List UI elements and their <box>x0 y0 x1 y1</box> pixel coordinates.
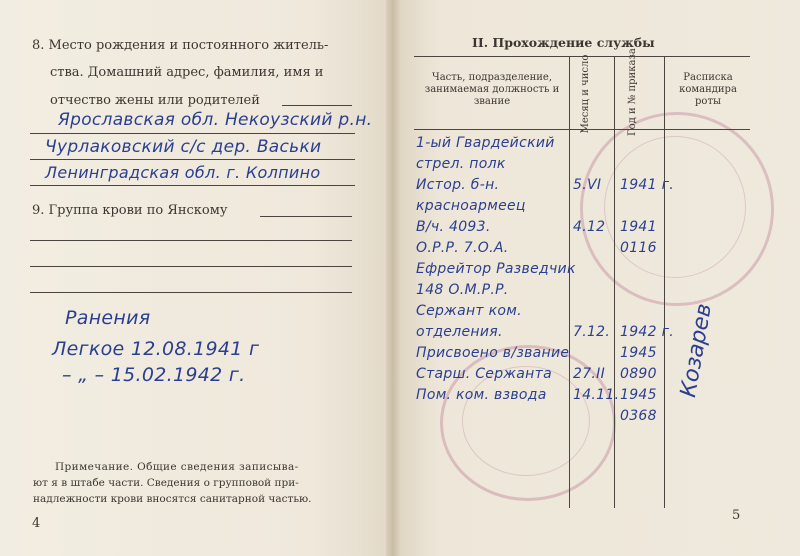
entry-unit: Присвоено в/звание <box>416 345 570 361</box>
commander-signature: Козарев <box>676 301 718 400</box>
note-line2: ют я в штабе части. Сведения о групповой при- <box>33 477 299 489</box>
note-line3: надлежности крови вносятся санитарной частью. <box>33 493 312 505</box>
rule-8-c <box>30 159 355 160</box>
header-month-day: Месяц и число <box>580 54 591 134</box>
entry-year-order: 0116 <box>620 240 657 256</box>
entry-unit: отделения. <box>416 324 503 340</box>
wounds-title: Ранения <box>65 307 151 329</box>
page-number-left: 4 <box>32 516 41 531</box>
wounds-row-2: – „ – 15.02.1942 г. <box>62 364 246 386</box>
book-spine <box>386 0 400 556</box>
entry-unit: О.Р.Р. 7.О.А. <box>416 240 509 256</box>
item8-line1: 8. Место рождения и постоянного житель- <box>32 38 329 53</box>
entry-unit: стрел. полк <box>416 156 506 172</box>
entry-date: 5.VI <box>573 177 602 193</box>
entry-unit: 148 О.М.Р.Р. <box>416 282 509 298</box>
entry-unit: Истор. б-н. <box>416 177 500 193</box>
rule-9-b <box>30 240 352 241</box>
entry-year-order: 0890 <box>620 366 657 382</box>
entry-date: 4.12 <box>573 219 606 235</box>
item8-line2: ства. Домашний адрес, фамилия, имя и <box>50 65 324 80</box>
rule-8-b <box>30 133 355 134</box>
table-col-rule-1 <box>569 56 570 508</box>
entry-unit: Сержант ком. <box>416 303 522 319</box>
rule-8-a <box>282 105 352 106</box>
entry-year-order: 0368 <box>620 408 657 424</box>
entry-unit: Пом. ком. взвода <box>416 387 547 403</box>
table-col-rule-3 <box>664 56 665 508</box>
entry-unit: Ефрейтор Разведчик <box>416 261 576 277</box>
rule-9-a <box>260 216 352 217</box>
entry-year-order: 1945 <box>620 387 657 403</box>
header-receipt: Расписка командира роты <box>679 72 737 107</box>
entry-year-order: 1941 г. <box>620 177 674 193</box>
entry-date: 7.12. <box>573 324 611 340</box>
entry-unit: красноармеец <box>416 198 526 214</box>
table-col-rule-2 <box>614 56 615 508</box>
entry-unit: Старш. Сержанта <box>416 366 552 382</box>
rule-9-c <box>30 266 352 267</box>
header-year-order: Год и № приказа <box>627 48 638 136</box>
wounds-row-1: Легкое 12.08.1941 г <box>52 338 260 360</box>
handwritten-address-2: Чурлаковский с/с дер. Васьки <box>45 137 322 157</box>
entry-year-order: 1941 <box>620 219 657 235</box>
item8-line3: отчество жены или родителей <box>50 93 260 108</box>
entry-year-order: 1942 г. <box>620 324 674 340</box>
entry-year-order: 1945 <box>620 345 657 361</box>
entry-unit: 1-ый Гвардейский <box>416 135 555 151</box>
entry-date: 27.II <box>573 366 606 382</box>
rule-8-d <box>30 185 355 186</box>
item9-label: 9. Группа крови по Янскому <box>32 203 228 218</box>
rule-9-d <box>30 292 352 293</box>
note-line1: Примечание. Общие сведения записыва- <box>55 461 299 473</box>
service-table-title: II. Прохождение службы <box>472 35 655 50</box>
handwritten-address-1: Ярославская обл. Некоузский р.н. <box>58 110 373 130</box>
stamp-lower-inner <box>462 366 590 476</box>
entry-date: 14.11. <box>573 387 620 403</box>
page-number-right: 5 <box>732 508 741 523</box>
stamp-upper-inner <box>604 136 746 278</box>
header-unit: Часть, подразделение, занимаемая должность и звание <box>424 72 560 107</box>
handwritten-address-3: Ленинградская обл. г. Колпино <box>45 163 321 182</box>
entry-unit: В/ч. 4093. <box>416 219 491 235</box>
